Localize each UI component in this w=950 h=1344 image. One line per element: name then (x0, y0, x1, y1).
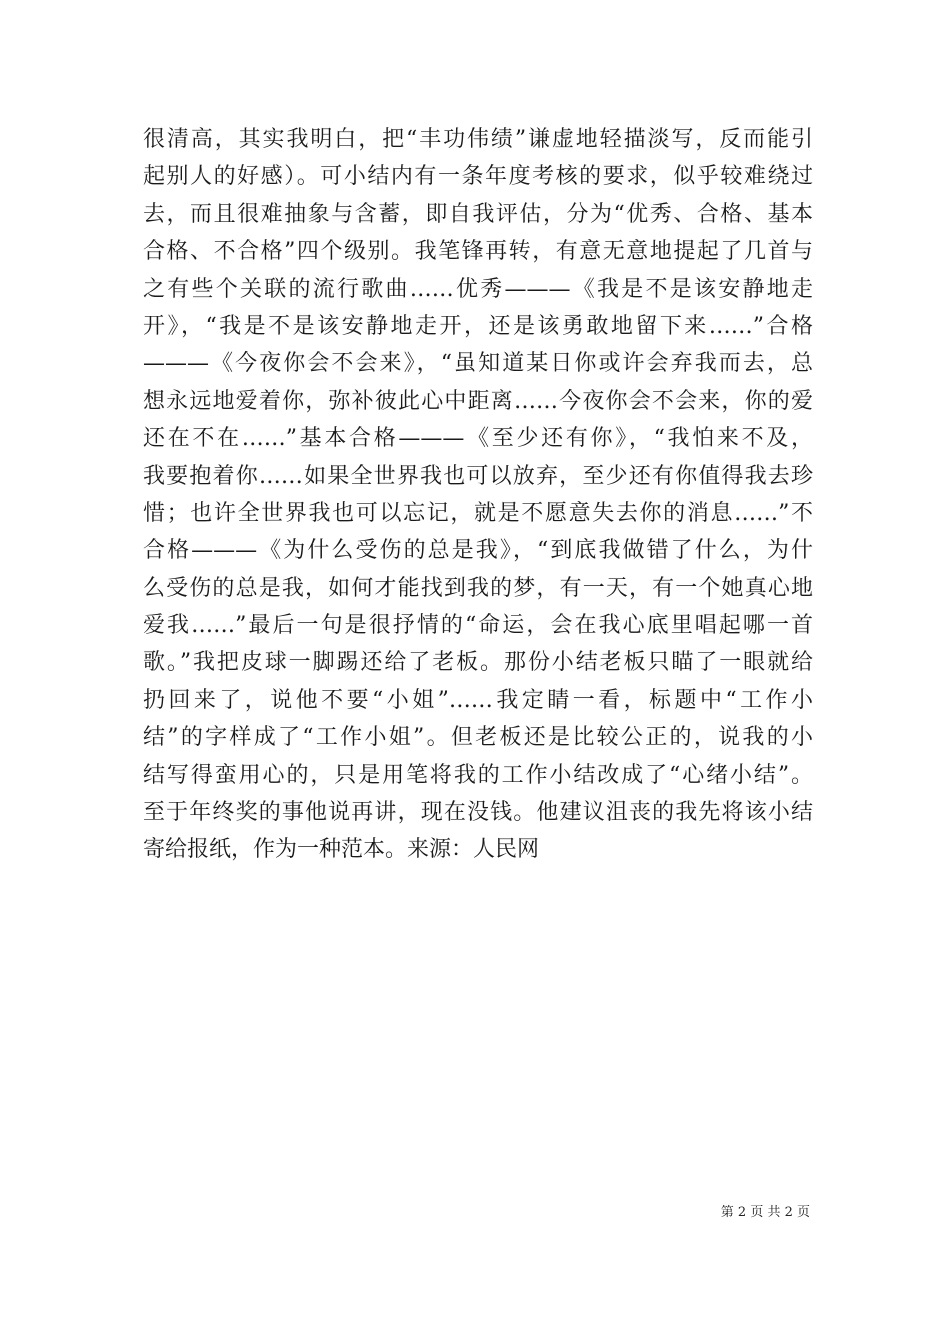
text-line: 去，而且很难抽象与含蓄，即自我评估，分为“优秀、合格、基本 (143, 201, 813, 227)
text-line: 么受伤的总是我，如何才能找到我的梦，有一天，有一个她真心地 (143, 575, 813, 601)
text-line: 寄给报纸，作为一种范本。来源：人民网 (143, 837, 540, 863)
text-line: 歌。”我把皮球一脚踢还给了老板。那份小结老板只瞄了一眼就给 (143, 650, 813, 676)
text-line: 我要抱着你……如果全世界我也可以放弃，至少还有你值得我去珍 (143, 463, 813, 489)
text-line: 还在不在……”基本合格———《至少还有你》，“我怕来不及， (143, 426, 813, 452)
body-text (143, 121, 813, 869)
text-line: 惜；也许全世界我也可以忘记，就是不愿意失去你的消息……”不 (143, 500, 813, 526)
text-line: 扔回来了，说他不要“小姐”……我定睛一看，标题中“工作小 (143, 687, 813, 713)
text-line: 起别人的好感）。可小结内有一条年度考核的要求，似乎较难绕过 (143, 164, 813, 190)
text-line: 结”的字样成了“工作小姐”。但老板还是比较公正的，说我的小 (143, 725, 813, 751)
text-line: 开》，“我是不是该安静地走开，还是该勇敢地留下来……”合格 (143, 313, 813, 339)
text-line: 合格———《为什么受伤的总是我》，“到底我做错了什么，为什 (143, 538, 813, 564)
text-line: 至于年终奖的事他说再讲，现在没钱。他建议沮丧的我先将该小结 (143, 800, 813, 826)
text-line: ———《今夜你会不会来》，“虽知道某日你或许会弃我而去，总 (143, 351, 813, 377)
text-line: 结写得蛮用心的，只是用笔将我的工作小结改成了“心绪小结”。 (143, 762, 813, 788)
text-line: 很清高，其实我明白，把“丰功伟绩”谦虚地轻描淡写，反而能引 (143, 127, 813, 152)
text-line: 爱我……”最后一句是很抒情的“命运，会在我心底里唱起哪一首 (143, 613, 813, 639)
text-line: 合格、不合格”四个级别。我笔锋再转，有意无意地提起了几首与 (143, 239, 813, 265)
page-number: 第 2 页 共 2 页 (720, 1205, 810, 1220)
text-line: 之有些个关联的流行歌曲……优秀———《我是不是该安静地走 (143, 276, 813, 302)
text-line: 想永远地爱着你，弥补彼此心中距离……今夜你会不会来，你的爱 (143, 388, 813, 414)
